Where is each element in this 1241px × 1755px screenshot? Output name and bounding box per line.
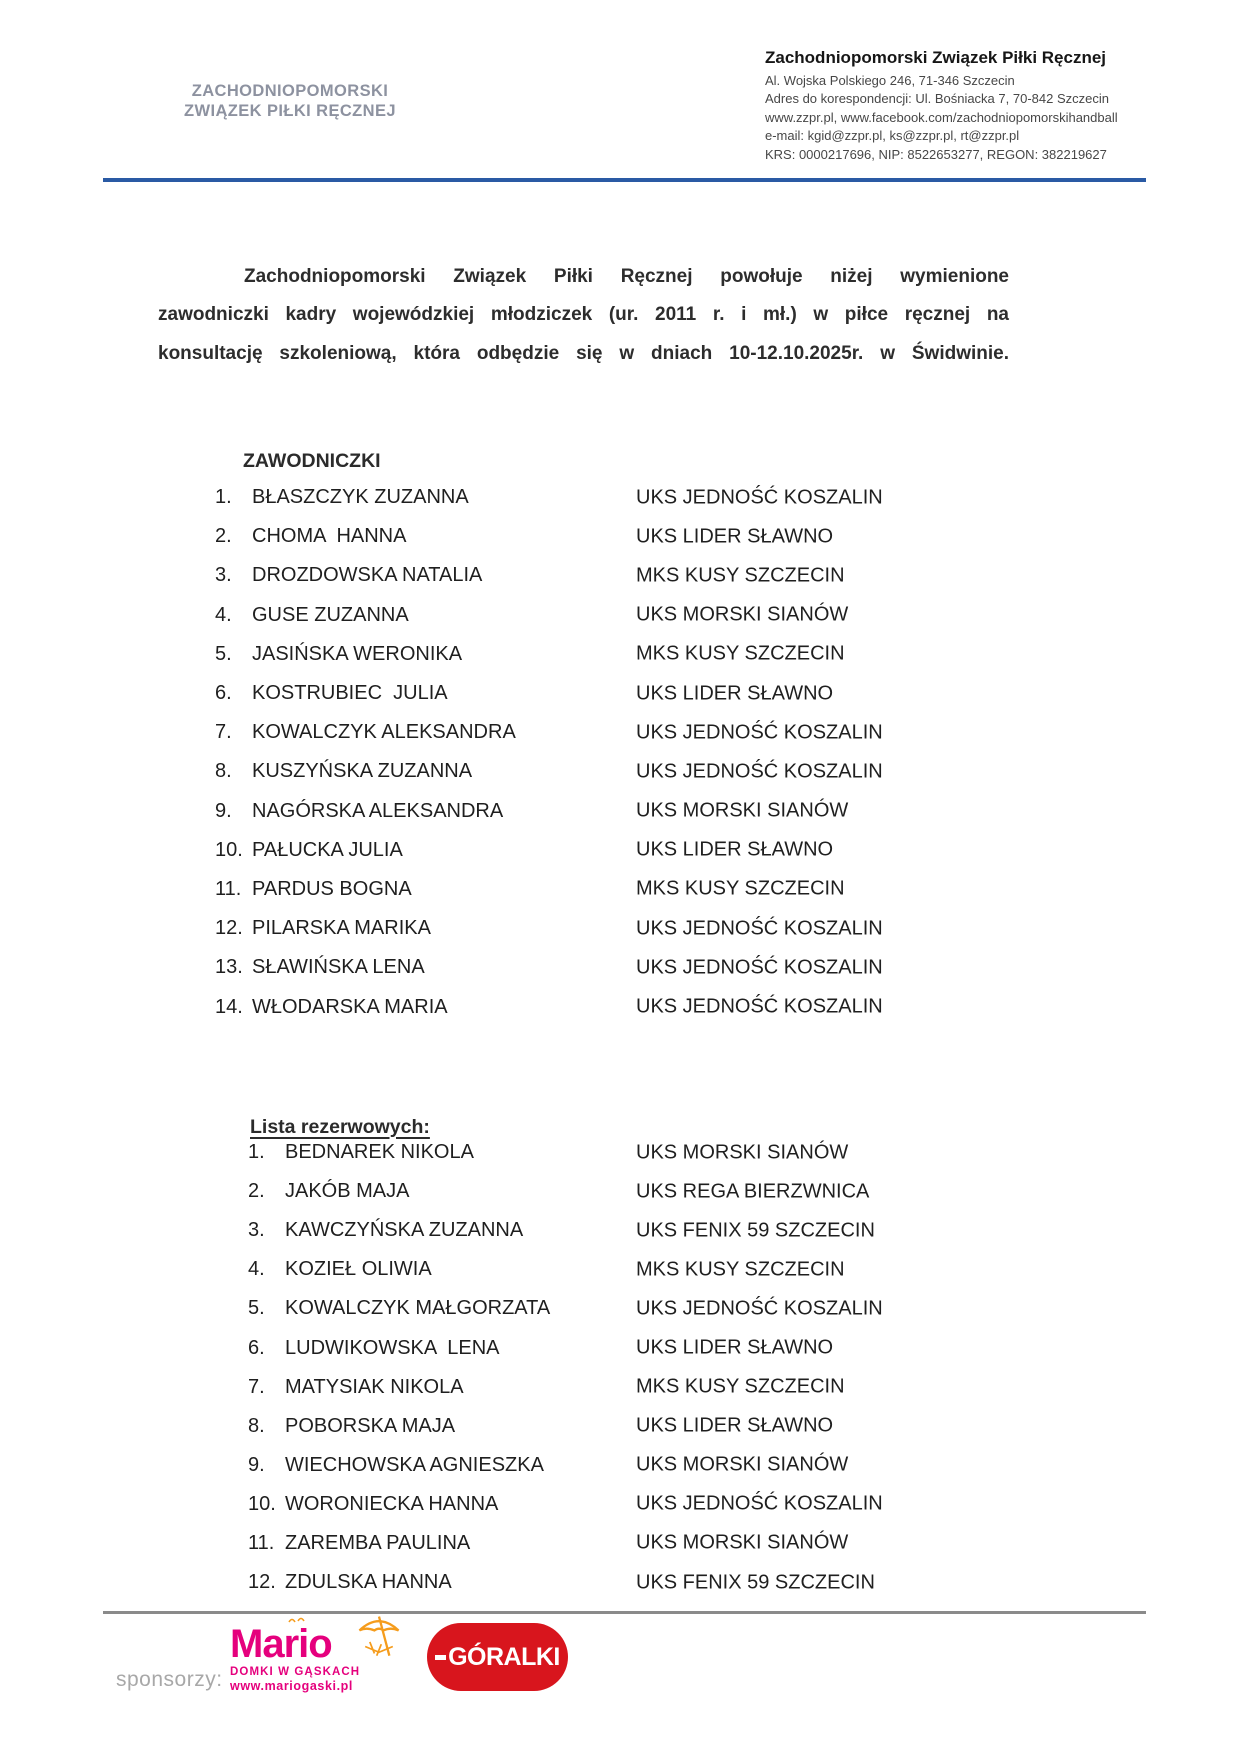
player-name: KOSTRUBIEC JULIA xyxy=(252,682,448,705)
player-name: BEDNAREK NIKOLA xyxy=(285,1141,474,1164)
footer-divider-rule xyxy=(103,1611,1146,1614)
player-number: 7. xyxy=(248,1375,265,1398)
sponsor-logo-mario xyxy=(230,1624,380,1693)
player-name: WORONIECKA HANNA xyxy=(285,1492,499,1515)
contact-registry-numbers: KRS: 0000217696, NIP: 8522653277, REGON: 382219627 xyxy=(765,146,1107,162)
player-row xyxy=(215,556,1175,595)
mario-website: www.mariogaski.pl xyxy=(230,1679,353,1693)
player-club: UKS JEDNOŚĆ KOSZALIN xyxy=(636,486,883,509)
player-name: KUSZYŃSKA ZUZANNA xyxy=(252,760,473,783)
player-number: 1. xyxy=(248,1141,265,1164)
contact-email: e-mail: kgid@zzpr.pl, ks@zzpr.pl, rt@zzpr.pl xyxy=(765,128,1020,144)
player-club: UKS JEDNOŚĆ KOSZALIN xyxy=(636,760,883,783)
reserves-heading: Lista rezerwowych: xyxy=(250,1115,430,1138)
intro-paragraph xyxy=(158,258,1009,373)
contact-web: www.zzpr.pl, www.facebook.com/zachodniopomorskihandball xyxy=(765,109,1118,125)
player-club: UKS LIDER SŁAWNO xyxy=(636,525,834,548)
sponsor-logo-goralki xyxy=(427,1623,568,1691)
intro-line: zawodniczki kadry wojewódzkiej młodziczek (ur. 2011 r. i mł.) w piłce ręcznej na xyxy=(158,304,1009,326)
player-club: MKS KUSY SZCZECIN xyxy=(636,877,845,900)
player-club: UKS REGA BIERZWNICA xyxy=(636,1180,870,1203)
player-club: MKS KUSY SZCZECIN xyxy=(636,1258,845,1281)
player-row xyxy=(248,1133,1178,1172)
player-name: WIECHOWSKA AGNIESZKA xyxy=(285,1453,544,1476)
player-name: KOWALCZYK MAŁGORZATA xyxy=(285,1297,551,1320)
mario-name-text: Mario xyxy=(230,1622,332,1666)
contact-mailing-address: Adres do korespondencji: Ul. Bośniacka 7, 70-842 Szczecin xyxy=(765,91,1109,107)
player-club: UKS JEDNOŚĆ KOSZALIN xyxy=(636,721,883,744)
player-club: UKS MORSKI SIANÓW xyxy=(636,799,849,822)
player-club: UKS LIDER SŁAWNO xyxy=(636,682,834,705)
mario-tagline: DOMKI W GĄSKACH xyxy=(230,1666,361,1678)
player-row xyxy=(248,1211,1178,1250)
mario-wordmark xyxy=(230,1624,380,1664)
player-name: MATYSIAK NIKOLA xyxy=(285,1375,464,1398)
player-club: UKS LIDER SŁAWNO xyxy=(636,838,834,861)
goralki-wordmark xyxy=(435,1643,560,1672)
player-club: UKS MORSKI SIANÓW xyxy=(636,603,849,626)
player-row xyxy=(215,948,1175,987)
player-row xyxy=(215,752,1175,791)
player-club: UKS LIDER SŁAWNO xyxy=(636,1414,834,1437)
player-name: JAKÓB MAJA xyxy=(285,1180,410,1203)
contact-address: Al. Wojska Polskiego 246, 71-346 Szczecin xyxy=(765,73,1015,88)
player-row xyxy=(248,1289,1178,1328)
player-name: GUSE ZUZANNA xyxy=(252,603,409,626)
player-name: ZAREMBA PAULINA xyxy=(285,1531,471,1554)
player-number: 8. xyxy=(248,1414,265,1437)
player-name: PAŁUCKA JULIA xyxy=(252,838,403,861)
player-club: MKS KUSY SZCZECIN xyxy=(636,564,845,587)
player-club: MKS KUSY SZCZECIN xyxy=(636,642,845,665)
player-name: WŁODARSKA MARIA xyxy=(252,995,448,1018)
contact-block xyxy=(765,48,1165,164)
player-number: 5. xyxy=(248,1297,265,1320)
player-name: ZDULSKA HANNA xyxy=(285,1571,452,1594)
goralki-name-text: GÓRALKI xyxy=(448,1642,560,1671)
player-club: UKS JEDNOŚĆ KOSZALIN xyxy=(636,917,883,940)
player-row xyxy=(215,987,1175,1026)
player-number: 5. xyxy=(215,642,232,665)
player-number: 2. xyxy=(248,1180,265,1203)
player-row xyxy=(215,713,1175,752)
intro-line: Zachodniopomorski Związek Piłki Ręcznej powołuje niżej wymienione xyxy=(244,266,1009,287)
org-name xyxy=(184,82,396,121)
player-row xyxy=(248,1485,1178,1524)
player-row xyxy=(215,831,1175,870)
player-row xyxy=(215,517,1175,556)
player-row xyxy=(215,909,1175,948)
player-number: 3. xyxy=(215,564,232,587)
player-row xyxy=(215,792,1175,831)
player-name: SŁAWIŃSKA LENA xyxy=(252,956,425,979)
player-club: UKS JEDNOŚĆ KOSZALIN xyxy=(636,1492,883,1515)
player-number: 3. xyxy=(248,1219,265,1242)
player-name: LUDWIKOWSKA LENA xyxy=(285,1336,500,1359)
goralki-dash-mark xyxy=(435,1655,446,1660)
player-number: 6. xyxy=(248,1336,265,1359)
org-name-line2: ZWIĄZEK PIŁKI RĘCZNEJ xyxy=(184,101,396,120)
player-club: UKS MORSKI SIANÓW xyxy=(636,1453,849,1476)
player-name: JASIŃSKA WERONIKA xyxy=(252,642,463,665)
header-divider-rule xyxy=(103,178,1146,182)
reserves-list xyxy=(248,1133,1178,1602)
player-club: UKS MORSKI SIANÓW xyxy=(636,1531,849,1554)
player-name: KOZIEŁ OLIWIA xyxy=(285,1258,432,1281)
player-club: UKS FENIX 59 SZCZECIN xyxy=(636,1219,875,1242)
player-row xyxy=(248,1524,1178,1563)
player-club: UKS JEDNOŚĆ KOSZALIN xyxy=(636,1297,883,1320)
player-number: 1. xyxy=(215,486,232,509)
player-row xyxy=(215,870,1175,909)
player-name: POBORSKA MAJA xyxy=(285,1414,456,1437)
player-number: 10. xyxy=(215,838,243,861)
contact-title: Zachodniopomorski Związek Piłki Ręcznej xyxy=(765,48,1107,67)
player-name: BŁASZCZYK ZUZANNA xyxy=(252,486,469,509)
player-row xyxy=(215,674,1175,713)
org-name-line1: ZACHODNIOPOMORSKI xyxy=(191,82,389,100)
player-number: 11. xyxy=(215,877,242,900)
player-club: UKS MORSKI SIANÓW xyxy=(636,1141,849,1164)
player-row xyxy=(215,478,1175,517)
player-club: UKS FENIX 59 SZCZECIN xyxy=(636,1571,875,1594)
player-number: 4. xyxy=(215,603,232,626)
player-number: 2. xyxy=(215,525,232,548)
player-number: 14. xyxy=(215,995,243,1018)
player-row xyxy=(248,1563,1178,1602)
player-number: 8. xyxy=(215,760,232,783)
player-name: DROZDOWSKA NATALIA xyxy=(252,564,483,587)
player-club: MKS KUSY SZCZECIN xyxy=(636,1375,845,1398)
player-club: UKS JEDNOŚĆ KOSZALIN xyxy=(636,956,883,979)
squad-list xyxy=(215,478,1175,1027)
player-number: 4. xyxy=(248,1258,265,1281)
player-name: NAGÓRSKA ALEKSANDRA xyxy=(252,799,504,822)
player-row xyxy=(248,1250,1178,1289)
player-number: 9. xyxy=(248,1453,265,1476)
squad-heading: ZAWODNICZKI xyxy=(243,450,381,473)
player-name: PILARSKA MARIKA xyxy=(252,917,431,940)
player-number: 11. xyxy=(248,1531,275,1554)
player-row xyxy=(215,596,1175,635)
player-row xyxy=(248,1172,1178,1211)
player-name: KOWALCZYK ALEKSANDRA xyxy=(252,721,516,744)
player-name: CHOMA HANNA xyxy=(252,525,407,548)
player-number: 9. xyxy=(215,799,232,822)
player-row xyxy=(215,635,1175,674)
sponsors-label: sponsorzy: xyxy=(116,1668,223,1691)
player-row xyxy=(248,1407,1178,1446)
player-number: 10. xyxy=(248,1492,276,1515)
player-number: 12. xyxy=(248,1571,276,1594)
intro-line: konsultację szkoleniową, która odbędzie się w dniach 10-12.10.2025r. w Świdwinie. xyxy=(158,342,1009,364)
player-number: 6. xyxy=(215,682,232,705)
birds-icon xyxy=(288,1615,312,1625)
player-row xyxy=(248,1368,1178,1407)
beach-umbrella-icon xyxy=(356,1612,402,1658)
player-club: UKS JEDNOŚĆ KOSZALIN xyxy=(636,995,883,1018)
player-row xyxy=(248,1328,1178,1367)
player-name: KAWCZYŃSKA ZUZANNA xyxy=(285,1219,524,1242)
player-number: 13. xyxy=(215,956,243,979)
player-name: PARDUS BOGNA xyxy=(252,877,412,900)
player-row xyxy=(248,1446,1178,1485)
player-number: 12. xyxy=(215,917,243,940)
player-number: 7. xyxy=(215,721,232,744)
player-club: UKS LIDER SŁAWNO xyxy=(636,1336,834,1359)
